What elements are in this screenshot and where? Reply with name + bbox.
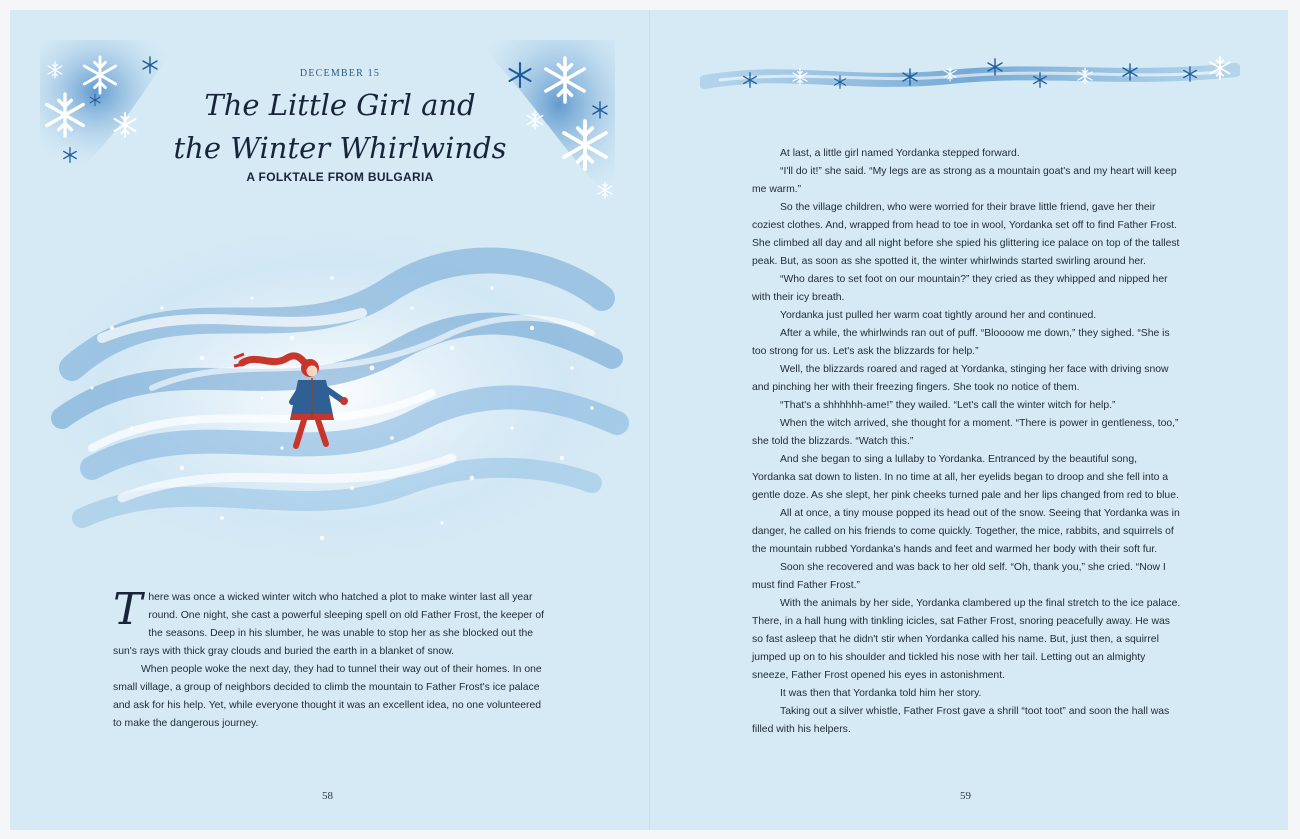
title-line-1: The Little Girl and [204, 88, 476, 122]
page-number-left: 58 [322, 790, 333, 802]
paragraph: It was then that Yordanka told him her story. [780, 688, 982, 699]
paragraph: When people woke the next day, they had to tunnel their way out of their homes. In one small village, a group of neighbors decided to climb the mountain to Father Frost's ice palace and ask for his help. Yet, while everyone thought it was an excellent idea, no one volunteered to make the dangerous journey. [113, 664, 542, 729]
story-subtitle: A FOLKTALE FROM BULGARIA [246, 170, 434, 184]
paragraph: “Who dares to set foot on our mountain?” they cried as they whipped and nipped her with their icy breath. [752, 274, 1168, 303]
page-number-right: 59 [960, 790, 971, 802]
book-spread [10, 10, 1288, 830]
paragraph: All at once, a tiny mouse popped its head out of the snow. Seeing that Yordanka was in danger, he called on his friends to come quickly. Together, the mice, rabbits, and squirrels of the mountain rubbed Yordanka's hands and feet and warmed her body with their soft fur. [752, 508, 1180, 555]
paragraph: Taking out a silver whistle, Father Frost gave a shrill “toot toot” and soon the hall was filled with his helpers. [752, 706, 1170, 735]
paragraph: When the witch arrived, she thought for a moment. “There is power in gentleness, too,” she told the blizzards. “Watch this.” [752, 418, 1179, 447]
paragraph: So the village children, who were worried for their brave little friend, gave her their coziest clothes. And, wrapped from head to toe in wool, Yordanka set off to find Father Frost. She climbed all day and all night before she spied his glittering ice palace on top of the tallest peak. But, as soon as she spotted it, the winter whirlwinds started swirling around her. [752, 202, 1180, 267]
drop-cap: T [113, 584, 143, 635]
paragraph: And she began to sing a lullaby to Yordanka. Entranced by the beautiful song, Yordanka sat down to listen. In no time at all, her eyelids began to droop and she fell into a gentle doze. As she slept, her pink cheeks turned pale and her lips changed from red to blue. [752, 454, 1179, 501]
whirlwind-illustration [32, 218, 632, 578]
left-page-text [113, 584, 548, 733]
story-date: DECEMBER 15 [299, 68, 381, 79]
title-line-2: the Winter Whirlwinds [173, 131, 507, 165]
story-title [160, 84, 520, 170]
paragraph: After a while, the whirlwinds ran out of puff. “Bloooow me down,” they sighed. “She is too strong for us. Let's ask the blizzards for help.” [752, 328, 1170, 357]
paragraph: Soon she recovered and was back to her old self. “Oh, thank you,” she cried. “Now I must find Father Frost.” [752, 562, 1166, 591]
paragraph: At last, a little girl named Yordanka stepped forward. [780, 148, 1020, 159]
page-gutter [649, 10, 650, 830]
paragraph: Yordanka just pulled her warm coat tightly around her and continued. [780, 310, 1097, 321]
paragraph: “I'll do it!” she said. “My legs are as strong as a mountain goat's and my heart will keep me warm.” [752, 166, 1177, 195]
snowflake-garland [700, 52, 1240, 98]
paragraph: Well, the blizzards roared and raged at Yordanka, stinging her face with driving snow and pinching her with their freezing fingers. She took no notice of them. [752, 364, 1169, 393]
snowflake-corner-left [40, 40, 180, 170]
paragraph: “That's a shhhhhh-ame!” they wailed. “Let's call the winter witch for help.” [780, 400, 1116, 411]
paragraph: here was once a wicked winter witch who hatched a plot to make winter last all year round. One night, she cast a powerful sleeping spell on old Father Frost, the keeper of the seasons. Deep in his slumber, he was unable to stop her as she blocked out the sun's rays with thick gray clouds and buried the earth in a blanket of snow. [113, 592, 545, 657]
paragraph: With the animals by her side, Yordanka clambered up the final stretch to the ice palace. There, in a hall hung with tinkling icicles, sat Father Frost, snoring peacefully away. He was so fast asleep that he didn't stir when Yordanka called his name. But, just then, a squirrel jumped up on to his shoulder and tickled his nose with her tail. Letting out an almighty sneeze, Father Frost opened his eyes in astonishment. [752, 598, 1181, 681]
right-page-text [752, 145, 1182, 739]
